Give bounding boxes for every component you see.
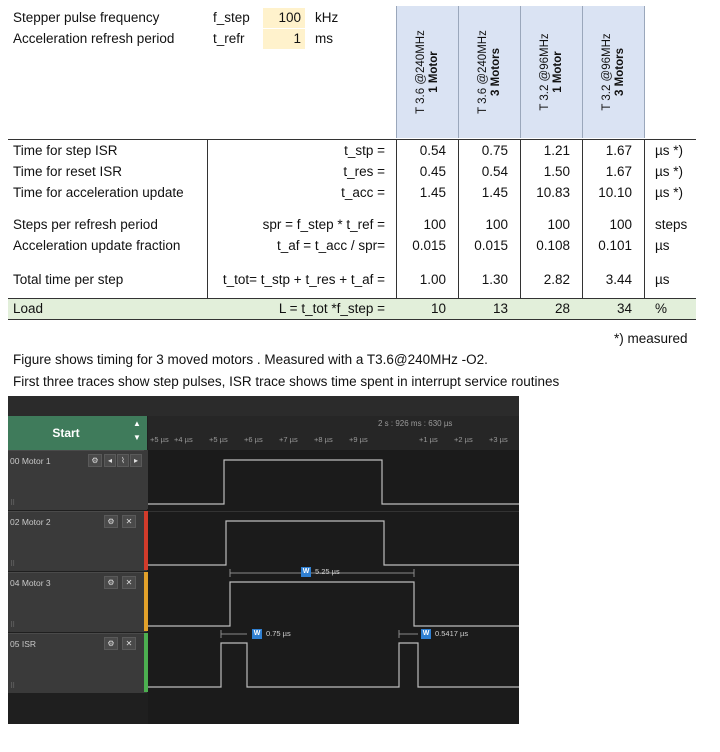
formula-divider (207, 139, 208, 320)
drag-grip-icon[interactable]: ⠿ (10, 561, 16, 568)
measure-marker-icon[interactable]: W (253, 630, 261, 637)
row-value: 0.108 (536, 238, 570, 253)
row-unit: µs (655, 272, 670, 287)
row-value: 1.30 (481, 272, 508, 287)
channel-id: 02 (10, 517, 20, 527)
row-formula: t_res = (343, 164, 385, 179)
motor3-trace (148, 582, 519, 626)
spin-down-icon[interactable]: ▼ (133, 433, 141, 442)
row-value: 1.21 (543, 143, 570, 158)
row-separator (148, 511, 519, 512)
row-unit: steps (655, 217, 688, 232)
row-formula: t_tot= t_stp + t_res + t_af = (222, 272, 385, 287)
param-value-refresh[interactable]: 1 (263, 29, 305, 49)
tick-label: +3 µs (489, 435, 508, 444)
tick-label: +4 µs (174, 435, 193, 444)
param-symbol-refresh: t_refr (213, 31, 245, 46)
table-top-rule (8, 139, 696, 140)
time-ruler (148, 416, 519, 450)
row-value: 13 (492, 301, 508, 316)
param-label-refresh: Acceleration refresh period (13, 31, 175, 46)
prev-edge-icon[interactable]: ◂ (104, 454, 116, 467)
channel-id: 00 (10, 456, 20, 466)
column-header-t32-3motors: T 3.2 @96MHz 3 Motors (582, 6, 645, 138)
row-label: Steps per refresh period (13, 217, 158, 232)
row-value: 10 (430, 301, 446, 316)
row-value: 1.67 (605, 164, 632, 179)
row-label: Total time per step (13, 272, 124, 287)
next-edge-icon[interactable]: ▸ (130, 454, 142, 467)
row-formula: t_stp = (344, 143, 385, 158)
channel-panel[interactable] (8, 511, 147, 571)
drag-grip-icon[interactable]: ⠿ (10, 500, 16, 507)
channel-name (10, 517, 51, 527)
drag-grip-icon[interactable]: ⠿ (10, 622, 16, 629)
spin-up-icon[interactable]: ▲ (133, 419, 141, 428)
row-value: 0.101 (598, 238, 632, 253)
row-value: 0.015 (474, 238, 508, 253)
row-label: Load (13, 301, 44, 316)
column-header-t36-3motors: T 3.6 @240MHz 3 Motors (458, 6, 521, 138)
gear-icon[interactable]: ⚙ (104, 576, 118, 589)
row-value: 34 (616, 301, 632, 316)
footnote: *) measured (614, 331, 688, 346)
channel-label: Motor 1 (21, 456, 51, 466)
row-formula: spr = f_step * t_ref = (262, 217, 385, 232)
row-label: Acceleration update fraction (13, 238, 181, 253)
row-value: 0.54 (419, 143, 446, 158)
row-formula: t_af = t_acc / spr= (276, 238, 385, 253)
waveform-svg (148, 450, 519, 724)
tick-label: +6 µs (244, 435, 263, 444)
column-header-t36-1motor: T 3.6 @240MHz 1 Motor (396, 6, 459, 138)
row-unit: µs (655, 238, 670, 253)
channel-id: 04 (10, 578, 20, 588)
row-unit: µs *) (655, 143, 684, 158)
channel-id: 05 (10, 639, 20, 649)
row-value: 1.45 (481, 185, 508, 200)
load-bottom-rule (8, 319, 696, 320)
tick-label: +9 µs (349, 435, 368, 444)
caption-line-1: Figure shows timing for 3 moved motors . Measured with a T3.6@240MHz -O2. (13, 352, 488, 367)
tick-label: +7 µs (279, 435, 298, 444)
measure-marker-icon[interactable]: W (422, 630, 430, 637)
param-unit-refresh: ms (315, 31, 333, 46)
logic-analyzer-capture (8, 396, 519, 724)
param-unit-frequency: kHz (315, 10, 339, 25)
row-value: 0.75 (481, 143, 508, 158)
tick-label: +5 µs (150, 435, 169, 444)
channel-label: Motor 2 (21, 517, 51, 527)
row-label: Time for step ISR (13, 143, 118, 158)
measure-marker-icon[interactable]: W (302, 568, 310, 575)
gear-icon[interactable]: ⚙ (88, 454, 102, 467)
row-value: 28 (554, 301, 570, 316)
row-value: 10.10 (598, 185, 632, 200)
start-button[interactable]: Start (52, 426, 80, 440)
row-value: 100 (609, 217, 632, 232)
row-formula: L = t_tot *f_step = (278, 301, 385, 316)
tick-label: +1 µs (419, 435, 438, 444)
channel-panel[interactable] (8, 572, 147, 632)
row-value: 3.44 (605, 272, 632, 287)
channel-label: ISR (21, 639, 37, 649)
measure-label-isr2: 0.5417 µs (435, 629, 469, 638)
motor2-trace (148, 521, 519, 565)
gear-icon[interactable]: ⚙ (104, 515, 118, 528)
row-value: 1.00 (419, 272, 446, 287)
row-value: 1.67 (605, 143, 632, 158)
row-value: 0.54 (481, 164, 508, 179)
row-label: Time for acceleration update (13, 185, 184, 200)
row-label: Time for reset ISR (13, 164, 123, 179)
close-icon[interactable]: ✕ (122, 576, 136, 589)
measure-label-isr1: 0.75 µs (266, 629, 291, 638)
row-value: 100 (423, 217, 446, 232)
row-unit: % (655, 301, 668, 316)
drag-grip-icon[interactable]: ⠿ (10, 683, 16, 690)
row-value: 2.82 (543, 272, 570, 287)
analyzer-toolbar (8, 396, 519, 416)
row-value: 0.45 (419, 164, 446, 179)
channel-name (10, 639, 36, 649)
param-label-frequency: Stepper pulse frequency (13, 10, 160, 25)
row-value: 100 (547, 217, 570, 232)
start-bar (8, 416, 147, 450)
close-icon[interactable]: ✕ (122, 515, 136, 528)
caption-line-2: First three traces show step pulses, ISR trace shows time spent in interrupt service routines (13, 374, 560, 389)
row-formula: t_acc = (341, 185, 385, 200)
param-value-frequency[interactable]: 100 (263, 8, 305, 28)
row-unit: µs *) (655, 185, 684, 200)
time-readout: 2 s : 926 ms : 630 µs (378, 419, 453, 428)
motor1-trace (148, 460, 519, 504)
channel-name (10, 578, 51, 588)
tick-label: +2 µs (454, 435, 473, 444)
column-header-t32-1motor: T 3.2 @96MHz 1 Motor (520, 6, 583, 138)
row-value: 10.83 (536, 185, 570, 200)
row-value: 0.015 (412, 238, 446, 253)
measure-label-main: 5.25 µs (315, 567, 340, 576)
row-value: 1.50 (543, 164, 570, 179)
col-divider-5 (644, 139, 645, 320)
close-icon[interactable]: ✕ (122, 637, 136, 650)
row-value: 100 (485, 217, 508, 232)
waveform-area (148, 450, 519, 724)
isr-trace (148, 643, 519, 687)
channel-label: Motor 3 (21, 578, 51, 588)
channel-name (10, 456, 51, 466)
row-unit: µs *) (655, 164, 684, 179)
tick-label: +8 µs (314, 435, 333, 444)
gear-icon[interactable]: ⚙ (104, 637, 118, 650)
trigger-icon[interactable]: ⌇ (117, 454, 129, 467)
channel-panel[interactable] (8, 633, 147, 693)
channel-panel[interactable] (8, 450, 147, 510)
param-symbol-frequency: f_step (213, 10, 250, 25)
tick-label: +5 µs (209, 435, 228, 444)
row-value: 1.45 (419, 185, 446, 200)
